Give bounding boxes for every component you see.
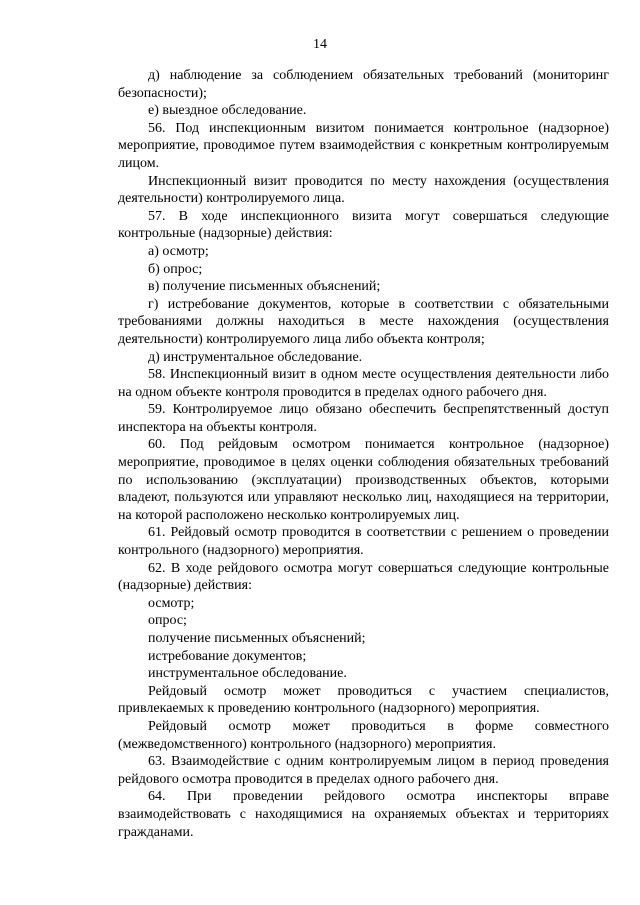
list-item-survey: б) опрос; [148, 261, 203, 277]
paragraph-61: 61. Рейдовый осмотр проводится в соответствии с решением о проведении контрольного (надзорного) мероприятия. [118, 525, 609, 559]
paragraph-field-survey: е) выездное обследование. [148, 103, 307, 119]
list-item-raid-inspection: осмотр; [148, 595, 195, 611]
list-item-raid-instrumental-examination: инструментальное обследование. [148, 666, 347, 682]
page-number: 14 [313, 37, 327, 52]
paragraph-raid-joint-form: Рейдовый осмотр может проводиться в форме совместного (межведомственного) контрольного (надзорного) мероприятия. [118, 718, 609, 752]
paragraph-monitoring: д) наблюдение за соблюдением обязательных требований (мониторинг безопасности); [118, 68, 609, 101]
paragraph-62: 62. В ходе рейдового осмотра могут совершаться следующие контрольные (надзорные) действия: [118, 560, 609, 594]
list-item-inspection: а) осмотр; [148, 243, 209, 259]
document-body [118, 67, 609, 841]
list-item-raid-document-request: истребование документов; [148, 648, 307, 664]
list-item-document-request: г) истребование документов, которые в соответствии с обязательными требованиями должны находиться в месте нахождения (осуществления деятельности) контролируемого лица либо объекта контроля; [118, 296, 609, 347]
paragraph-60: 60. Под рейдовым осмотром понимается контрольное (надзорное) мероприятие, проводимое в целях оценки соблюдения обязательных требований по использованию (эксплуатации) производственных объектов, которыми владеют, пользуются или управляют несколько лиц, находящиеся на территории, на которой расположено несколько контролируемых лиц. [118, 437, 609, 523]
paragraph-58: 58. Инспекционный визит в одном месте осуществления деятельности либо на одном объекте контроля проводится в пределах одного рабочего дня. [118, 367, 609, 400]
paragraph-visit-place: Инспекционный визит проводится по месту нахождения (осуществления деятельности) контролируемого лица. [118, 173, 609, 207]
paragraph-64: 64. При проведении рейдового осмотра инспекторы вправе взаимодействовать с находящимися на охраняемых объектах и территориях гражданами. [118, 789, 609, 840]
list-item-raid-written-explanations: получение письменных объяснений; [148, 631, 366, 646]
paragraph-raid-specialists: Рейдовый осмотр может проводиться с участием специалистов, привлекаемых к проведению контрольного (надзорного) мероприятия. [118, 683, 609, 717]
list-item-written-explanations: в) получение письменных объяснений; [148, 279, 381, 295]
paragraph-56: 56. Под инспекционным визитом понимается контрольное (надзорное) мероприятие, проводимое путем взаимодействия с конкретным контролируемым лицом. [118, 120, 609, 171]
list-item-instrumental-examination: д) инструментальное обследование. [148, 349, 363, 365]
list-item-raid-survey: опрос; [148, 613, 187, 629]
paragraph-59: 59. Контролируемое лицо обязано обеспечить беспрепятственный доступ инспектора на объекты контроля. [118, 402, 609, 435]
paragraph-57: 57. В ходе инспекционного визита могут совершаться следующие контрольные (надзорные) действия: [118, 208, 609, 242]
paragraph-63: 63. Взаимодействие с одним контролируемым лицом в период проведения рейдового осмотра проводится в пределах одного рабочего дня. [118, 754, 609, 787]
